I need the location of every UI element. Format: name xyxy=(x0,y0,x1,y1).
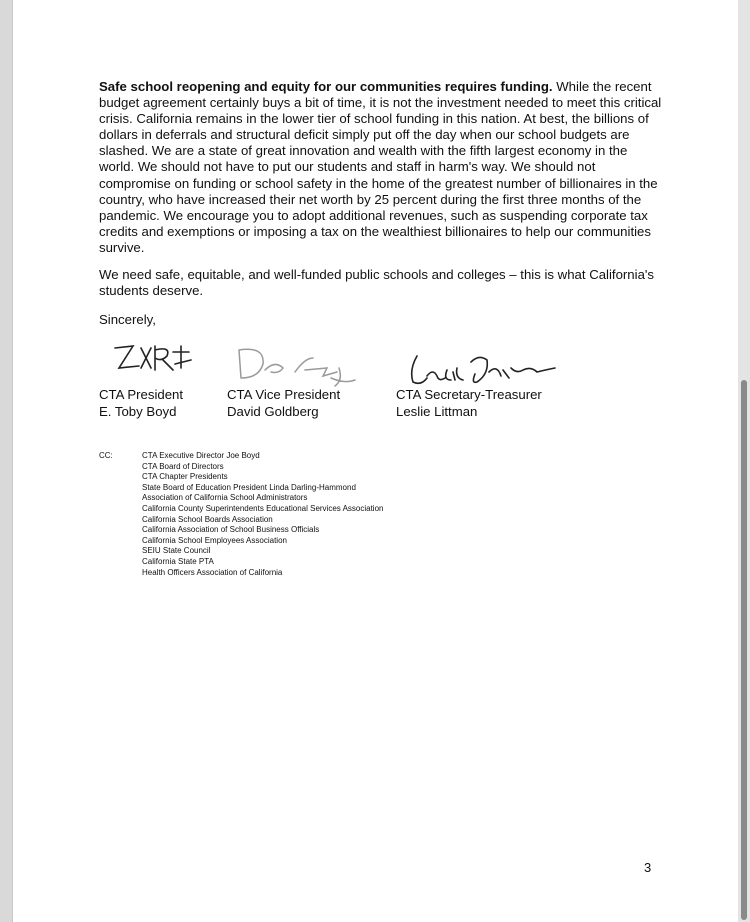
document-page xyxy=(12,0,740,922)
toby-boyd-signature xyxy=(111,338,201,378)
cc-recipient: California State PTA xyxy=(142,556,214,566)
closing-salutation: Sincerely, xyxy=(99,312,156,327)
signatory-name: David Goldberg xyxy=(227,404,319,419)
page-number: 3 xyxy=(644,860,652,875)
closing-paragraph: We need safe, equitable, and well-funded public schools and colleges – this is what California's students deserve. xyxy=(99,267,655,299)
cc-recipient: Association of California School Administrators xyxy=(142,493,308,503)
cc-recipient: CTA Chapter Presidents xyxy=(142,472,228,482)
signatory-vice-president xyxy=(227,386,340,420)
signatory-president xyxy=(99,386,183,420)
leslie-littman-signature xyxy=(405,350,565,390)
cc-recipient-list xyxy=(142,451,383,578)
cc-recipient: State Board of Education President Linda Darling-Hammond xyxy=(142,482,356,492)
signatory-title: CTA Secretary-Treasurer xyxy=(396,387,542,402)
cc-recipient: SEIU State Council xyxy=(142,546,211,556)
signatory-title: CTA President xyxy=(99,387,184,402)
signatory-name: E. Toby Boyd xyxy=(99,404,177,419)
david-goldberg-signature xyxy=(235,344,375,390)
funding-paragraph-lead: Safe school reopening and equity for our communities requires funding. xyxy=(99,79,553,94)
scrollbar-thumb[interactable] xyxy=(741,380,747,920)
cc-recipient: California School Employees Association xyxy=(142,535,287,545)
cc-recipient: Health Officers Association of California xyxy=(142,567,283,577)
funding-paragraph xyxy=(99,79,665,256)
cc-label: CC: xyxy=(99,451,113,460)
cc-recipient: California School Boards Association xyxy=(142,514,273,524)
signatory-name: Leslie Littman xyxy=(396,404,478,419)
cc-recipient: CTA Executive Director Joe Boyd xyxy=(142,451,260,460)
signatory-title: CTA Vice President xyxy=(227,387,341,402)
signatory-secretary-treasurer xyxy=(396,386,542,420)
cc-recipient: California Association of School Business Officials xyxy=(142,525,320,535)
vertical-scrollbar[interactable] xyxy=(738,0,750,922)
cc-recipient: CTA Board of Directors xyxy=(142,461,224,471)
funding-paragraph-body: While the recent budget agreement certainly buys a bit of time, it is not the investment needed to meet this critical crisis. California remains in the lower tier of school funding in this nation. At best, the billions of dollars in deferrals and structural deficit simply put off the day when our school budgets are slashed. We are a state of great innovation and wealth with the fifth largest economy in the world. We should not have to put our students and staff in harm's way. We should not compromise on funding or school safety in the home of the greatest number of billionaires in the country, who have increased their net worth by 25 percent during the first three months of the pandemic. We encourage you to adopt additional revenues, such as suspending corporate tax credits and exemptions or imposing a tax on the wealthiest billionaires to help our communities survive. xyxy=(99,79,662,255)
cc-recipient: California County Superintendents Educational Services Association xyxy=(142,503,384,513)
